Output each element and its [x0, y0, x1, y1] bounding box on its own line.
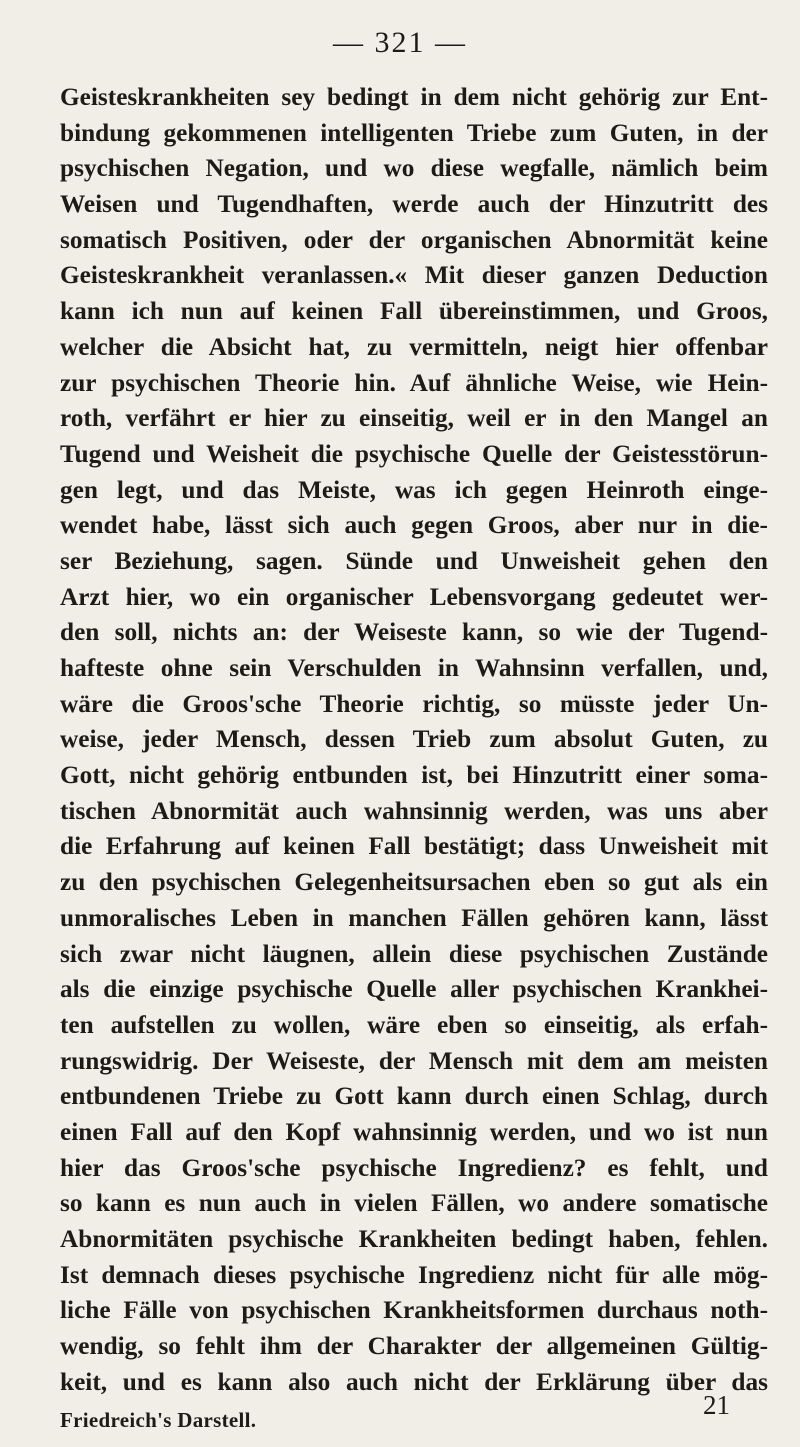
sheet-number: 21 — [703, 1390, 730, 1420]
text-line: so kann es nun auch in vielen Fällen, wo andere somatische — [60, 1189, 768, 1218]
text-line: sich zwar nicht läugnen, allein diese psychischen Zustände — [60, 939, 768, 968]
text-line: wendet habe, lässt sich auch gegen Groos, aber nur in die- — [60, 511, 768, 540]
text-line: liche Fälle von psychischen Krankheitsformen durchaus noth- — [60, 1296, 768, 1325]
text-line: wendig, so fehlt ihm der Charakter der allgemeinen Gültig- — [60, 1332, 768, 1361]
text-line: ten aufstellen zu wollen, wäre eben so einseitig, als erfah- — [60, 1010, 768, 1039]
page-number: — 321 — — [333, 26, 467, 59]
text-line: einen Fall auf den Kopf wahnsinnig werden, und wo ist nun — [60, 1117, 768, 1146]
text-line: weise, jeder Mensch, dessen Trieb zum absolut Guten, zu — [60, 725, 768, 754]
text-line: Arzt hier, wo ein organischer Lebensvorgang gedeutet wer- — [60, 582, 768, 611]
text-line: psychischen Negation, und wo diese wegfalle, nämlich beim — [60, 154, 768, 183]
text-line: unmoralisches Leben in manchen Fällen gehören kann, lässt — [60, 903, 768, 932]
text-line: rungswidrig. Der Weiseste, der Mensch mit dem am meisten — [60, 1046, 768, 1075]
text-line: somatisch Positiven, oder der organischen Abnormität keine — [60, 225, 768, 254]
text-line: Geisteskrankheit veranlassen.« Mit dieser ganzen Deduction — [60, 261, 768, 290]
text-line: hafteste ohne sein Verschulden in Wahnsinn verfallen, und, — [60, 654, 768, 682]
text-line: kann ich nun auf keinen Fall übereinstimmen, und Groos, — [60, 297, 768, 326]
text-line: den soll, nichts an: der Weiseste kann, so wie der Tugend- — [60, 618, 768, 647]
text-line: gen legt, und das Meiste, was ich gegen Heinroth einge- — [60, 475, 768, 504]
text-line: Gott, nicht gehörig entbunden ist, bei Hinzutritt einer soma- — [60, 761, 768, 790]
page-footer — [60, 1390, 768, 1438]
text-line: zur psychischen Theorie hin. Auf ähnliche Weise, wie Hein- — [60, 368, 768, 397]
body-text — [60, 80, 768, 1400]
text-line: die Erfahrung auf keinen Fall bestätigt; dass Unweisheit mit — [60, 832, 768, 861]
text-line: keit, und es kann also auch nicht der Erklärung über das — [60, 1367, 768, 1396]
text-line: Abnormitäten psychische Krankheiten bedingt haben, fehlen. — [60, 1225, 768, 1253]
printer-signature: Friedreich's Darstell. — [60, 1408, 257, 1432]
text-line: hier das Groos'sche psychische Ingredienz? es fehlt, und — [60, 1153, 768, 1182]
text-line: tischen Abnormität auch wahnsinnig werden, was uns aber — [60, 796, 768, 825]
text-line: Geisteskrankheiten sey bedingt in dem nicht gehörig zur Ent- — [60, 83, 768, 111]
text-line: Tugend und Weisheit die psychische Quelle der Geistesstörun- — [60, 439, 768, 468]
text-line: zu den psychischen Gelegenheitsursachen eben so gut als ein — [60, 868, 768, 897]
text-line: ser Beziehung, sagen. Sünde und Unweisheit gehen den — [60, 546, 768, 575]
text-line: entbundenen Triebe zu Gott kann durch einen Schlag, durch — [60, 1082, 768, 1111]
text-line: wäre die Groos'sche Theorie richtig, so müsste jeder Un- — [60, 689, 768, 718]
text-line: welcher die Absicht hat, zu vermitteln, neigt hier offenbar — [60, 332, 768, 361]
text-line: bindung gekommenen intelligenten Triebe zum Guten, in der — [60, 118, 768, 147]
text-line: Ist demnach dieses psychische Ingredienz nicht für alle mög- — [60, 1260, 768, 1289]
text-line: roth, verfährt er hier zu einseitig, weil er in den Mangel an — [60, 404, 768, 433]
text-line: Weisen und Tugendhaften, werde auch der Hinzutritt des — [60, 190, 768, 219]
text-line: als die einzige psychische Quelle aller psychischen Krankhei- — [60, 975, 768, 1004]
